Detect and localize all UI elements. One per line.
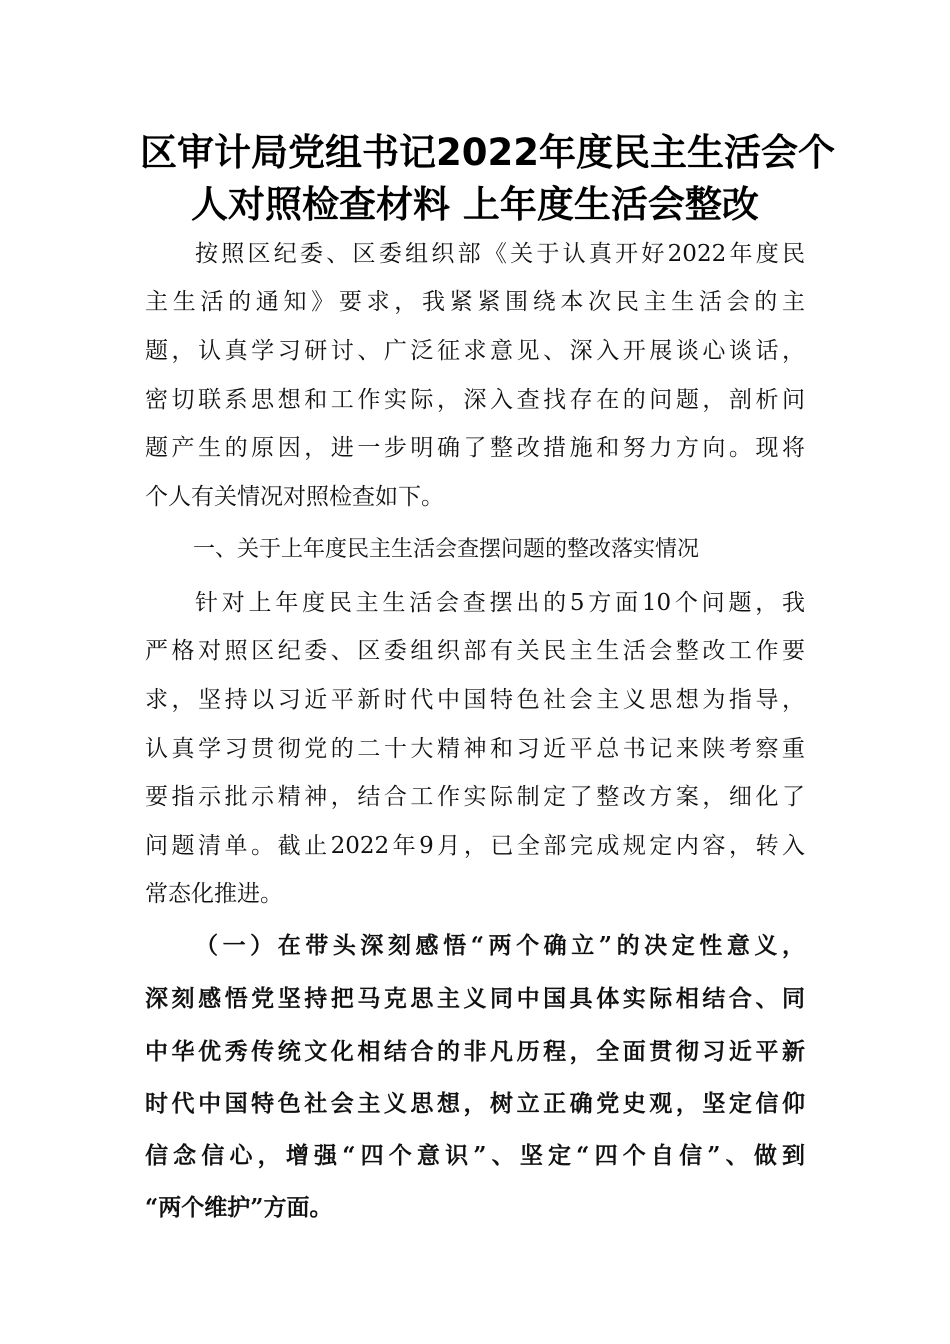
intro-line: 主生活的通知》要求，我紧紧围绕本次民主生活会的主 xyxy=(145,289,805,315)
intro-line: 个人有关情况对照检查如下。 xyxy=(145,484,444,510)
document-title-line-1: 区审计局党组书记2022年度民主生活会个 xyxy=(140,131,835,174)
section-body-line: 要指示批示精神，结合工作实际制定了整改方案，细化了 xyxy=(145,784,805,810)
subsection-line: 时代中国特色社会主义思想，树立正确党史观，坚定信仰 xyxy=(145,1090,805,1117)
subsection-line: （一）在带头深刻感悟“两个确立”的决定性意义， xyxy=(195,932,805,959)
section-body-line: 严格对照区纪委、区委组织部有关民主生活会整改工作要 xyxy=(145,638,805,664)
section-body-line: 问题清单。截止2022年9月，已全部完成规定内容，转入 xyxy=(145,833,805,859)
document-title-line-2: 人对照检查材料 上年度生活会整改 xyxy=(191,183,759,226)
section-body-line: 针对上年度民主生活会查摆出的5方面10个问题，我 xyxy=(195,590,805,616)
section-heading: 一、关于上年度民主生活会查摆问题的整改落实情况 xyxy=(193,537,700,562)
subsection-line: 中华优秀传统文化相结合的非凡历程，全面贯彻习近平新 xyxy=(145,1038,805,1065)
subsection-line: 信念信心，增强“四个意识”、坚定“四个自信”、做到 xyxy=(145,1142,805,1169)
intro-line: 按照区纪委、区委组织部《关于认真开好2022年度民 xyxy=(195,241,805,267)
section-body-line: 求，坚持以习近平新时代中国特色社会主义思想为指导， xyxy=(145,687,805,713)
section-body-line: 常态化推进。 xyxy=(145,881,283,907)
subsection-line: 深刻感悟党坚持把马克思主义同中国具体实际相结合、同 xyxy=(145,985,805,1012)
intro-line: 题，认真学习研讨、广泛征求意见、深入开展谈心谈话， xyxy=(145,338,805,364)
subsection-line: “两个维护”方面。 xyxy=(145,1194,333,1221)
intro-line: 密切联系思想和工作实际，深入查找存在的问题，剖析问 xyxy=(145,387,805,413)
section-body-line: 认真学习贯彻党的二十大精神和习近平总书记来陕考察重 xyxy=(145,736,805,762)
intro-line: 题产生的原因，进一步明确了整改措施和努力方向。现将 xyxy=(145,435,805,461)
